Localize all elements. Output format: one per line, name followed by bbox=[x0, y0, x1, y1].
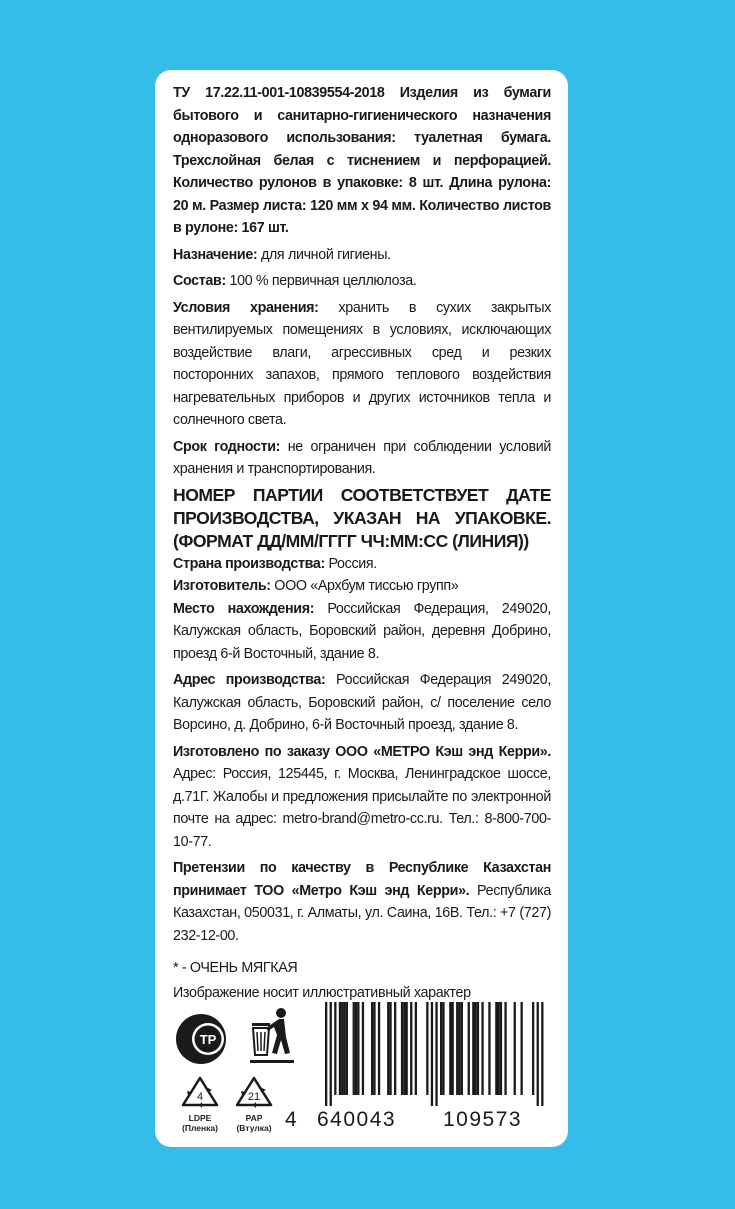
storage-label: Условия хранения: bbox=[173, 299, 319, 316]
location-label: Место нахождения: bbox=[173, 600, 315, 617]
barcode-bar bbox=[449, 1002, 451, 1095]
batch-notice: НОМЕР ПАРТИИ СООТВЕТСТВУЕТ ДАТЕ ПРОИЗВОДСТВА, УКАЗАН НА УПАКОВКЕ. (ФОРМАТ ДД/ММ/ГГГГ ЧЧ:ММ:СС (ЛИНИЯ)) bbox=[173, 484, 551, 551]
barcode-bar bbox=[481, 1002, 483, 1095]
illustrative-note: Изображение носит иллюстративный характер bbox=[173, 984, 471, 1001]
barcode-bar bbox=[378, 1002, 380, 1095]
composition-label: Состав: bbox=[173, 273, 226, 289]
barcode-bar bbox=[387, 1002, 389, 1095]
production-address-line bbox=[173, 669, 551, 737]
production-address-label: Адрес производства: bbox=[173, 672, 326, 688]
barcode-bar bbox=[500, 1002, 502, 1095]
purpose-line bbox=[173, 244, 551, 267]
barcode-bar bbox=[488, 1002, 490, 1095]
barcode-bar bbox=[334, 1002, 336, 1095]
recycle-triangle-icon bbox=[233, 1075, 275, 1109]
recycle-name-pap: PAP bbox=[245, 1113, 263, 1123]
recycling-mark-ldpe bbox=[177, 1075, 223, 1133]
recycle-triangle-icon bbox=[179, 1075, 221, 1109]
barcode-bar bbox=[362, 1002, 364, 1095]
barcode-bar bbox=[353, 1002, 355, 1095]
barcode-bar bbox=[431, 1002, 433, 1106]
recycle-name-ldpe: LDPE bbox=[188, 1113, 212, 1123]
barcode-bar bbox=[521, 1002, 523, 1095]
shelf-life-line bbox=[173, 436, 551, 481]
soft-note: * - ОЧЕНЬ МЯГКАЯ bbox=[173, 960, 298, 976]
barcode-bar bbox=[456, 1002, 458, 1095]
dispose-in-bin-icon bbox=[250, 1007, 294, 1065]
barcode-bar bbox=[357, 1002, 359, 1095]
barcode-bar bbox=[394, 1002, 396, 1095]
eac-tr-text: ТР bbox=[199, 1032, 217, 1047]
location-value: Российская Федерация, 249020, Калужская область, Боровский район, деревня Добрино, проезд 6-й Восточный, здание 8. bbox=[173, 600, 551, 662]
recycling-mark-pap bbox=[231, 1075, 277, 1133]
barcode-bar bbox=[537, 1002, 539, 1106]
country-value: Россия. bbox=[324, 555, 377, 572]
manufacturer-value: ООО «Архбум тиссью групп» bbox=[270, 578, 459, 594]
ordered-by-line bbox=[173, 741, 551, 854]
barcode-bar bbox=[339, 1002, 341, 1095]
shelf-life-value: не ограничен при соблюдении условий хранения и транспортирования. bbox=[173, 438, 551, 477]
kazakhstan-claims-label: Претензии по качеству в Республике Казахстан принимает ТОО «Метро Кэш энд Керри». bbox=[173, 860, 551, 899]
eac-tr-mark-icon bbox=[175, 1013, 227, 1065]
product-label bbox=[155, 70, 568, 1147]
recycle-code-4: 4 bbox=[196, 1091, 204, 1103]
barcode-bar bbox=[355, 1002, 357, 1095]
kazakhstan-claims-line bbox=[173, 857, 551, 947]
barcode-bar bbox=[325, 1002, 327, 1106]
barcode-left-digits: 640043 bbox=[317, 1108, 397, 1131]
purpose-label: Назначение: bbox=[173, 246, 258, 263]
barcode-bar bbox=[403, 1002, 405, 1095]
barcode-bar bbox=[452, 1002, 454, 1095]
tu-description: ТУ 17.22.11-001-10839554-2018 Изделия из бумаги бытового и санитарно-гигиенического назначения одноразового использования: туалетная бумага. Трехслойная белая с тиснением и перфорацией. Количество рулонов в упаковке: 8 шт. Длина рулона: 20 м. Размер листа: 120 мм х 94 мм. Количество листов в рулоне: 167 шт. bbox=[173, 85, 551, 236]
barcode-bar bbox=[415, 1002, 417, 1095]
country-label: Страна производства: bbox=[173, 555, 325, 572]
barcode-bar bbox=[468, 1002, 470, 1095]
manufacturer-label: Изготовитель: bbox=[173, 578, 271, 594]
barcode-bar bbox=[504, 1002, 506, 1095]
barcode-bar bbox=[514, 1002, 516, 1095]
barcode-bar bbox=[475, 1002, 477, 1095]
barcode-bar bbox=[461, 1002, 463, 1095]
recycle-desc-film: (Пленка) bbox=[182, 1122, 218, 1133]
storage-line bbox=[173, 297, 551, 432]
barcode-bar bbox=[341, 1002, 343, 1095]
label-text bbox=[173, 82, 551, 1004]
barcode-bar bbox=[389, 1002, 391, 1095]
recycle-code-21: 21 bbox=[247, 1091, 261, 1103]
location-line bbox=[173, 598, 551, 666]
barcode-right-digits: 109573 bbox=[443, 1108, 523, 1131]
barcode-bar bbox=[440, 1002, 442, 1095]
barcode-bar bbox=[330, 1002, 332, 1106]
ean13-barcode bbox=[305, 1002, 555, 1112]
composition-line bbox=[173, 270, 551, 293]
barcode-bar bbox=[373, 1002, 375, 1095]
barcode-bar bbox=[458, 1002, 460, 1095]
shelf-life-label: Срок годности: bbox=[173, 438, 281, 455]
storage-value: хранить в сухих закрытых вентилируемых помещениях в условиях, исключающих воздействие влаги, агрессивных сред и резких посторонних запахов, прямого теплового воздействия нагревательных приборов и других источников тепла и солнечного света. bbox=[173, 299, 551, 428]
barcode-bar bbox=[477, 1002, 479, 1095]
barcode-bar bbox=[371, 1002, 373, 1095]
barcode-bar bbox=[541, 1002, 543, 1106]
composition-value: 100 % первичная целлюлоза. bbox=[225, 273, 417, 289]
ordered-by-label: Изготовлено по заказу ООО «МЕТРО Кэш энд Керри». bbox=[173, 743, 551, 760]
manufacturer-line bbox=[173, 575, 551, 598]
barcode-bar bbox=[426, 1002, 428, 1095]
country-line bbox=[173, 553, 551, 576]
barcode-bar bbox=[472, 1002, 474, 1095]
recycle-desc-tube: (Втулка) bbox=[236, 1122, 272, 1133]
barcode-bar bbox=[442, 1002, 444, 1095]
kazakhstan-claims-value: Республика Казахстан, 050031, г. Алматы, ул. Саина, 16В. Тел.: +7 (727) 232-12-00. bbox=[173, 882, 551, 944]
barcode-bar bbox=[346, 1002, 348, 1095]
barcode-first-digit: 4 bbox=[285, 1108, 299, 1131]
barcode-bar bbox=[532, 1002, 534, 1095]
barcode-bar bbox=[401, 1002, 403, 1095]
barcode-bar bbox=[435, 1002, 437, 1106]
purpose-value: для личной гигиены. bbox=[257, 246, 391, 263]
barcode-bar bbox=[410, 1002, 412, 1095]
barcode-bar bbox=[343, 1002, 345, 1095]
barcode-bar bbox=[495, 1002, 497, 1095]
barcode-bar bbox=[406, 1002, 408, 1095]
production-address-value: Российская Федерация 249020, Калужская область, Боровский район, с/ поселение село Ворсино, д. Добрино, 6-й Восточный проезд, здание 8. bbox=[173, 672, 551, 733]
certification-marks bbox=[173, 1005, 298, 1140]
ordered-by-value: Адрес: Россия, 125445, г. Москва, Ленинградское шоссе, д.71Г. Жалобы и предложения присылайте по электронной почте на адрес: metro-brand@metro-cc.ru. Тел.: 8-800-700-10-77. bbox=[173, 766, 551, 850]
barcode-bar bbox=[498, 1002, 500, 1095]
